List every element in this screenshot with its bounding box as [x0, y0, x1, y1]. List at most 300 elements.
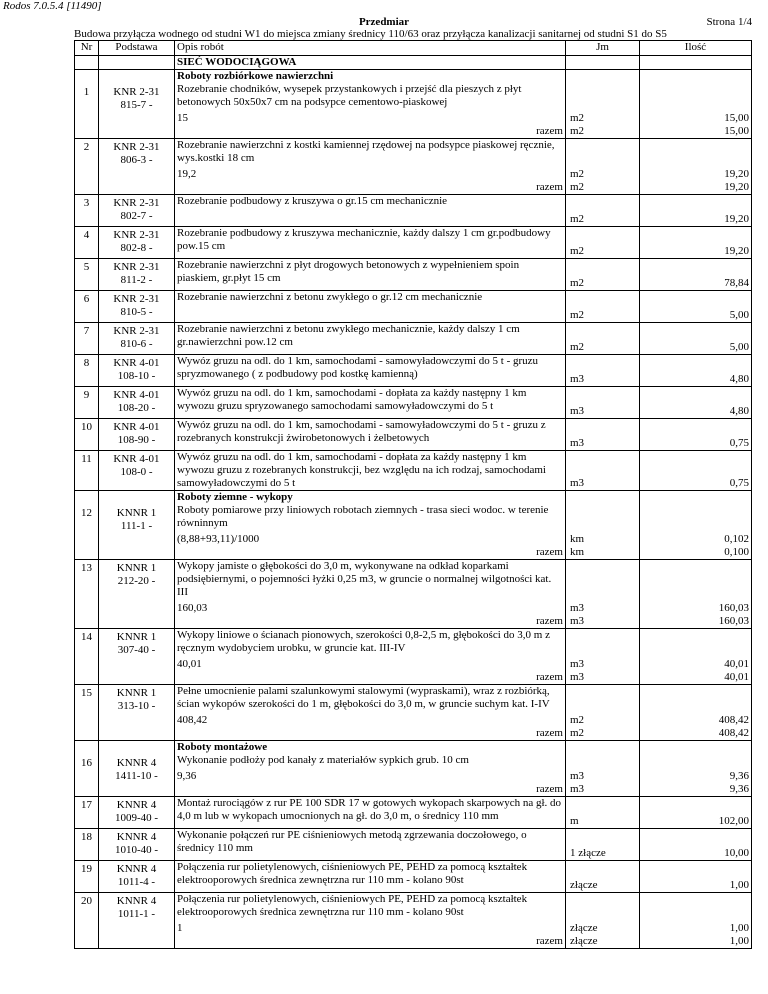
column-header-nr: Nr: [75, 41, 99, 56]
basis-line: KNR 4-01: [113, 389, 160, 401]
unit-stack: [570, 922, 637, 948]
quantity-stack: [642, 437, 749, 450]
row-quantity: [640, 387, 752, 419]
basis-line: KNNR 4: [116, 799, 157, 811]
unit-value: m2: [570, 714, 585, 726]
basis-line: 806-3 -: [120, 154, 153, 166]
quantity-stack: [642, 477, 749, 490]
row-basis: [99, 451, 175, 491]
row-unit: [566, 491, 640, 560]
basis-line: KNNR 1: [116, 687, 157, 699]
table-row: [75, 227, 752, 259]
row-number: 5: [75, 259, 99, 291]
unit-value: złącze: [570, 922, 598, 934]
row-unit: [566, 195, 640, 227]
calculation-text: 408,42: [177, 714, 208, 726]
row-number: 17: [75, 797, 99, 829]
row-basis: [99, 741, 175, 797]
row-unit: [566, 685, 640, 741]
row-description: [175, 861, 566, 893]
description-text: Pełne umocnienie palami szalunkowymi stalowymi (wypraskami), wraz z rozbiórką, ścian wykopów szerokości do 1 m, głębokości do 3,0 m, w gruncie suchym kat. I-IV: [177, 685, 550, 710]
row-description: [175, 387, 566, 419]
quantity-total: 40,01: [724, 671, 749, 683]
unit-stack: [570, 112, 637, 138]
document-subtitle: Budowa przyłącza wodnego od studni W1 do miejsca zmiany średnicy 110/63 oraz przyłącza kanalizacji sanitarnej od studni S1 do S5: [74, 28, 667, 40]
quantity-stack: [642, 922, 749, 948]
unit-value: m3: [570, 405, 585, 417]
calculation-text: 1: [177, 922, 183, 934]
calculation-text: (8,88+93,11)/1000: [177, 533, 260, 545]
row-unit: [566, 291, 640, 323]
calculation-text: 9,36: [177, 770, 197, 782]
unit-value: m3: [570, 602, 585, 614]
description-text: Wykopy liniowe o ścianach pionowych, szerokości 0,8-2,5 m, głębokości do 3,0 m z ręcznym wydobyciem urobku, w gruncie kat. III-IV: [177, 629, 550, 654]
column-header-podstawa: Podstawa: [99, 41, 175, 56]
description-text: Wykonanie podłoży pod kanały z materiałów sypkich grub. 10 cm: [177, 754, 469, 766]
quantity-stack: [642, 373, 749, 386]
unit-stack: [570, 847, 637, 860]
page-number: Strona 1/4: [706, 16, 752, 28]
quantity-value: 40,01: [724, 658, 749, 670]
basis-line: 802-8 -: [120, 242, 153, 254]
row-basis: [99, 893, 175, 949]
basis-line: KNR 2-31: [113, 325, 160, 337]
row-number: 7: [75, 323, 99, 355]
razem-label: razem: [536, 783, 563, 795]
table-row: [75, 861, 752, 893]
table-row: [75, 70, 752, 139]
row-description: [175, 491, 566, 560]
unit-total: km: [570, 546, 585, 558]
row-description: [175, 741, 566, 797]
quantity-value: 19,20: [724, 213, 749, 225]
basis-line: 1011-4 -: [117, 876, 156, 888]
unit-stack: [570, 714, 637, 740]
row-description: [175, 685, 566, 741]
row-unit: [566, 259, 640, 291]
description-text: Rozebranie podbudowy z kruszywa o gr.15 cm mechanicznie: [177, 195, 448, 207]
description-text: Rozebranie nawierzchni z betonu zwykłego mechanicznie, każdy dalszy 1 cm gr.nawierzchni pow.12 cm: [177, 323, 520, 348]
basis-line: KNNR 1: [116, 507, 157, 519]
row-basis: [99, 629, 175, 685]
unit-stack: [570, 373, 637, 386]
basis-line: 802-7 -: [120, 210, 153, 222]
table-row: [75, 355, 752, 387]
basis-line: KNNR 4: [116, 895, 157, 907]
unit-total: m2: [570, 181, 585, 193]
unit-stack: [570, 602, 637, 628]
row-description: [175, 419, 566, 451]
quantity-value: 408,42: [718, 714, 749, 726]
unit-value: m: [570, 815, 579, 827]
basis-line: KNR 4-01: [113, 421, 160, 433]
quantity-stack: [642, 405, 749, 418]
row-unit: [566, 861, 640, 893]
row-number: 18: [75, 829, 99, 861]
row-basis: [99, 291, 175, 323]
document-title: Przedmiar: [358, 16, 410, 28]
quantity-stack: [642, 309, 749, 322]
row-quantity: [640, 560, 752, 629]
row-basis: [99, 227, 175, 259]
row-quantity: [640, 259, 752, 291]
quantity-value: 5,00: [729, 341, 749, 353]
quantity-stack: [642, 602, 749, 628]
table-row: [75, 323, 752, 355]
razem-label: razem: [536, 546, 563, 558]
row-description: [175, 70, 566, 139]
description-text: Rozebranie nawierzchni z betonu zwykłego o gr.12 cm mechanicznie: [177, 291, 483, 303]
table-row: [75, 829, 752, 861]
quantity-total: 1,00: [729, 935, 749, 947]
quantity-value: 0,75: [729, 477, 749, 489]
unit-value: m2: [570, 341, 585, 353]
row-quantity: [640, 419, 752, 451]
unit-stack: [570, 168, 637, 194]
row-number: 4: [75, 227, 99, 259]
table-row: [75, 560, 752, 629]
row-number: 3: [75, 195, 99, 227]
calculation-text: 19,2: [177, 168, 197, 180]
row-quantity: [640, 139, 752, 195]
razem-label: razem: [536, 727, 563, 739]
row-basis: [99, 491, 175, 560]
calculation-text: 160,03: [177, 602, 208, 614]
quantity-stack: [642, 277, 749, 290]
row-number: 6: [75, 291, 99, 323]
row-description: [175, 139, 566, 195]
quantity-value: 102,00: [718, 815, 749, 827]
unit-stack: [570, 437, 637, 450]
unit-stack: [570, 658, 637, 684]
unit-value: m2: [570, 213, 585, 225]
row-unit: [566, 629, 640, 685]
row-number: 13: [75, 560, 99, 629]
description-text: Rozebranie chodników, wysepek przystankowych i przejść dla pieszych z płyt betonowych 50x50x7 cm na podsypce cementowo-piaskowej: [177, 83, 522, 108]
quantity-value: 0,75: [729, 437, 749, 449]
basis-line: 1010-40 -: [114, 844, 159, 856]
quantity-value: 160,03: [718, 602, 749, 614]
quantity-value: 15,00: [724, 112, 749, 124]
row-unit: [566, 893, 640, 949]
description-text: Rozebranie podbudowy z kruszywa mechanicznie, każdy dalszy 1 cm gr.podbudowy pow.15 cm: [177, 227, 551, 252]
basis-line: KNNR 4: [116, 863, 157, 875]
quantity-value: 19,20: [724, 168, 749, 180]
unit-value: m2: [570, 168, 585, 180]
unit-value: m3: [570, 437, 585, 449]
quantity-value: 78,84: [724, 277, 749, 289]
unit-stack: [570, 477, 637, 490]
quantity-stack: [642, 815, 749, 828]
quantity-total: 19,20: [724, 181, 749, 193]
row-basis: [99, 387, 175, 419]
row-unit: [566, 419, 640, 451]
basis-line: 1011-1 -: [117, 908, 156, 920]
row-basis: [99, 323, 175, 355]
unit-value: złącze: [570, 879, 598, 891]
row-number: 20: [75, 893, 99, 949]
table-row: [75, 629, 752, 685]
description-text: Wywóz gruzu na odl. do 1 km, samochodami - dopłata za każdy następny 1 km wywozu gruzu z rozebranych konstrukcji, bez względu na ich rodzaj, samochodami samowyładowczymi do 5 t: [177, 451, 546, 489]
razem-label: razem: [536, 181, 563, 193]
row-basis: [99, 355, 175, 387]
row-basis: [99, 861, 175, 893]
basis-line: KNNR 1: [116, 562, 157, 574]
row-quantity: [640, 70, 752, 139]
quantity-stack: [642, 770, 749, 796]
quantity-stack: [642, 847, 749, 860]
quantity-value: 4,80: [729, 405, 749, 417]
table-row: [75, 387, 752, 419]
row-quantity: [640, 491, 752, 560]
row-description: [175, 291, 566, 323]
row-number: 10: [75, 419, 99, 451]
row-number: 11: [75, 451, 99, 491]
row-basis: [99, 195, 175, 227]
unit-stack: [570, 879, 637, 892]
row-quantity: [640, 323, 752, 355]
row-quantity: [640, 291, 752, 323]
unit-total: m2: [570, 727, 585, 739]
row-quantity: [640, 829, 752, 861]
basis-line: 108-10 -: [117, 370, 156, 382]
row-description: [175, 797, 566, 829]
column-header-ilosc: Ilość: [640, 41, 752, 56]
description-text: Wykopy jamiste o głębokości do 3,0 m, wykonywane na odkład koparkami podsiębiernymi, o pojemności łyżki 0,25 m3, w gruncie o normalnej wilgotności kat. III: [177, 560, 552, 598]
basis-line: KNR 4-01: [113, 357, 160, 369]
basis-line: 815-7 -: [120, 99, 153, 111]
razem-label: razem: [536, 671, 563, 683]
row-description: [175, 323, 566, 355]
unit-stack: [570, 245, 637, 258]
unit-value: m3: [570, 477, 585, 489]
row-unit: [566, 355, 640, 387]
table-row: [75, 893, 752, 949]
quantity-stack: [642, 112, 749, 138]
description-text: Wywóz gruzu na odl. do 1 km, samochodami - samowyładowczymi do 5 t - gruzu z rozebranych konstrukcji żwirobetonowych i żelbetowych: [177, 419, 546, 444]
basis-line: KNNR 4: [116, 831, 157, 843]
unit-value: m2: [570, 112, 585, 124]
unit-stack: [570, 815, 637, 828]
row-unit: [566, 70, 640, 139]
row-quantity: [640, 741, 752, 797]
unit-stack: [570, 309, 637, 322]
quantity-total: 408,42: [718, 727, 749, 739]
row-description: [175, 893, 566, 949]
unit-value: m3: [570, 770, 585, 782]
row-unit: [566, 451, 640, 491]
basis-line: 1009-40 -: [114, 812, 159, 824]
row-unit: [566, 139, 640, 195]
basis-line: 108-20 -: [117, 402, 156, 414]
row-unit: [566, 323, 640, 355]
quantity-stack: [642, 213, 749, 226]
app-version: Rodos 7.0.5.4 [11490]: [3, 0, 102, 12]
table-row: [75, 291, 752, 323]
row-quantity: [640, 629, 752, 685]
row-description: [175, 451, 566, 491]
table-row: [75, 195, 752, 227]
row-description: [175, 195, 566, 227]
description-text: Wykonanie połączeń rur PE ciśnieniowych metodą zgrzewania doczołowego, o średnicy 110 mm: [177, 829, 527, 854]
unit-value: 1 złącze: [570, 847, 606, 859]
row-unit: [566, 560, 640, 629]
unit-total: m2: [570, 125, 585, 137]
unit-total: m3: [570, 615, 585, 627]
basis-line: 108-0 -: [120, 466, 153, 478]
row-number: 2: [75, 139, 99, 195]
unit-total: m3: [570, 783, 585, 795]
row-unit: [566, 797, 640, 829]
basis-line: 810-5 -: [120, 306, 153, 318]
group-title: Roboty rozbiórkowe nawierzchni: [177, 70, 334, 82]
row-quantity: [640, 685, 752, 741]
unit-stack: [570, 341, 637, 354]
quantity-value: 9,36: [729, 770, 749, 782]
description-text: Rozebranie nawierzchni z płyt drogowych betonowych z wypełnieniem spoin piaskiem, gr.płyt 15 cm: [177, 259, 520, 284]
description-text: Wywóz gruzu na odl. do 1 km, samochodami - samowyładowczymi do 5 t - gruzu spryzmowanego ( z podbudowy pod kostkę kamienną): [177, 355, 539, 380]
description-text: Roboty pomiarowe przy liniowych robotach ziemnych - trasa sieci wodoc. w terenie równinnym: [177, 504, 549, 529]
column-header-jm: Jm: [566, 41, 640, 56]
quantity-total: 0,100: [724, 546, 749, 558]
row-quantity: [640, 355, 752, 387]
row-unit: [566, 227, 640, 259]
basis-line: KNR 2-31: [113, 229, 160, 241]
row-quantity: [640, 893, 752, 949]
basis-line: 307-40 -: [117, 644, 156, 656]
row-basis: [99, 829, 175, 861]
unit-stack: [570, 770, 637, 796]
table-row: [75, 491, 752, 560]
unit-value: m2: [570, 277, 585, 289]
quantity-value: 0,102: [724, 533, 749, 545]
quantity-value: 10,00: [724, 847, 749, 859]
basis-line: KNR 2-31: [113, 141, 160, 153]
row-number: 14: [75, 629, 99, 685]
row-quantity: [640, 861, 752, 893]
row-number: 12: [75, 491, 99, 560]
table-row: [75, 741, 752, 797]
row-description: [175, 560, 566, 629]
quantity-stack: [642, 341, 749, 354]
row-basis: [99, 419, 175, 451]
unit-value: m3: [570, 373, 585, 385]
quantity-stack: [642, 168, 749, 194]
unit-stack: [570, 213, 637, 226]
razem-label: razem: [536, 615, 563, 627]
row-unit: [566, 387, 640, 419]
row-number: 19: [75, 861, 99, 893]
quantity-total: 15,00: [724, 125, 749, 137]
section-title: SIEĆ WODOCIĄGOWA: [175, 56, 566, 70]
row-description: [175, 227, 566, 259]
quantity-total: 160,03: [718, 615, 749, 627]
row-quantity: [640, 797, 752, 829]
description-text: Wywóz gruzu na odl. do 1 km, samochodami - dopłata za każdy następny 1 km wywozu gruzu spryzowanego samochodami samowyładowczymi do 5 t: [177, 387, 527, 412]
row-basis: [99, 685, 175, 741]
basis-line: 212-20 -: [117, 575, 156, 587]
section-row: [75, 56, 752, 70]
row-description: [175, 355, 566, 387]
basis-line: KNR 4-01: [113, 453, 160, 465]
razem-label: razem: [536, 935, 563, 947]
row-number: 1: [75, 70, 99, 139]
basis-line: 108-90 -: [117, 434, 156, 446]
table-row: [75, 685, 752, 741]
estimate-table: [74, 40, 752, 949]
row-description: [175, 829, 566, 861]
description-text: Rozebranie nawierzchni z kostki kamiennej rzędowej na podsypce piaskowej ręcznie, wys.kostki 18 cm: [177, 139, 555, 164]
basis-line: 313-10 -: [117, 700, 156, 712]
basis-line: KNR 2-31: [113, 261, 160, 273]
unit-stack: [570, 405, 637, 418]
table-header-row: [75, 41, 752, 56]
basis-line: 111-1 -: [120, 520, 153, 532]
basis-line: 1411-10 -: [115, 770, 158, 782]
row-number: 8: [75, 355, 99, 387]
basis-line: KNNR 4: [116, 757, 157, 769]
row-unit: [566, 741, 640, 797]
row-quantity: [640, 451, 752, 491]
unit-stack: [570, 533, 637, 559]
group-title: Roboty ziemne - wykopy: [177, 491, 293, 503]
row-basis: [99, 259, 175, 291]
row-basis: [99, 70, 175, 139]
description-text: Montaż rurociągów z rur PE 100 SDR 17 w gotowych wykopach skarpowych na gł. do 4,0 m lub w wykopach umocnionych na gł. do 3,0 m, o średnicy 110 mm: [177, 797, 562, 822]
razem-label: razem: [536, 125, 563, 137]
row-number: 9: [75, 387, 99, 419]
table-row: [75, 259, 752, 291]
row-basis: [99, 139, 175, 195]
row-quantity: [640, 195, 752, 227]
quantity-value: 1,00: [729, 922, 749, 934]
column-header-opis: Opis robót: [175, 41, 566, 56]
table-row: [75, 139, 752, 195]
basis-line: KNNR 1: [116, 631, 157, 643]
table-row: [75, 451, 752, 491]
unit-total: m3: [570, 671, 585, 683]
basis-line: KNR 2-31: [113, 293, 160, 305]
unit-value: m2: [570, 245, 585, 257]
row-number: 15: [75, 685, 99, 741]
quantity-stack: [642, 714, 749, 740]
basis-line: 810-6 -: [120, 338, 153, 350]
quantity-value: 4,80: [729, 373, 749, 385]
quantity-stack: [642, 658, 749, 684]
basis-line: KNR 2-31: [113, 86, 160, 98]
basis-line: KNR 2-31: [113, 197, 160, 209]
row-basis: [99, 560, 175, 629]
quantity-total: 9,36: [729, 783, 749, 795]
row-basis: [99, 797, 175, 829]
table-row: [75, 419, 752, 451]
group-title: Roboty montażowe: [177, 741, 268, 753]
quantity-value: 5,00: [729, 309, 749, 321]
row-description: [175, 259, 566, 291]
quantity-stack: [642, 879, 749, 892]
quantity-value: 19,20: [724, 245, 749, 257]
description-text: Połączenia rur polietylenowych, ciśnieniowych PE, PEHD za pomocą kształtek elektrooporowych średnica zewnętrzna rur 110 mm - kolano 90st: [177, 861, 528, 886]
unit-value: km: [570, 533, 585, 545]
table-body: [75, 56, 752, 949]
unit-value: m2: [570, 309, 585, 321]
description-text: Połączenia rur polietylenowych, ciśnieniowych PE, PEHD za pomocą kształtek elektrooporowych średnica zewnętrzna rur 110 mm - kolano 90st: [177, 893, 528, 918]
row-number: 16: [75, 741, 99, 797]
unit-stack: [570, 277, 637, 290]
unit-value: m3: [570, 658, 585, 670]
table-row: [75, 797, 752, 829]
row-unit: [566, 829, 640, 861]
